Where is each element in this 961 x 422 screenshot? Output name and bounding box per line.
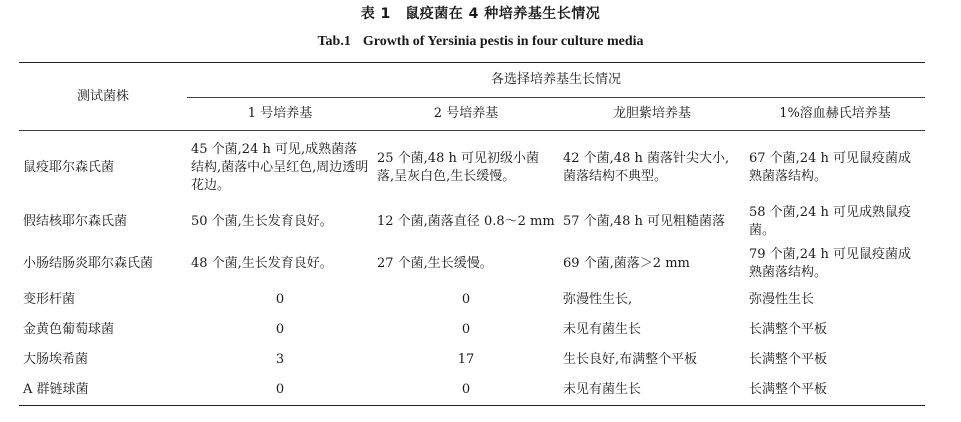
table-cell: 0 xyxy=(373,375,559,406)
table-cell: 长满整个平板 xyxy=(749,352,828,367)
table-cell: 生长良好,布满整个平板 xyxy=(563,352,698,367)
table-cell: 45 个菌,24 h 可见,成熟菌落结构,菌落中心呈红色,周边透明花边。 xyxy=(191,142,369,193)
table-cell: 57 个菌,48 h 可见粗糙菌落 xyxy=(563,214,725,229)
strain-column-header: 测试菌株 xyxy=(19,63,187,131)
table-cell: 58 个菌,24 h 可见成熟鼠疫菌。 xyxy=(749,205,911,238)
strain-name: 大肠埃希菌 xyxy=(23,352,89,367)
table-cell: 0 xyxy=(275,292,285,307)
table-cell: 42 个菌,48 h 菌落针尖大小,菌落结构不典型。 xyxy=(563,151,730,184)
table-row xyxy=(19,315,925,345)
table-cell: 0 xyxy=(461,322,471,337)
table-cell: 48 个菌,生长发育良好。 xyxy=(191,256,333,271)
strain-name: 假结核耶尔森氏菌 xyxy=(23,214,128,229)
table-cell: 弥漫性生长, xyxy=(563,292,633,307)
table-cell: 0 xyxy=(461,292,471,307)
table-row xyxy=(19,345,925,375)
strain-name: 小肠结肠炎耶尔森氏菌 xyxy=(23,256,154,271)
table-cell: 17 xyxy=(457,352,475,367)
table-cell: 未见有菌生长 xyxy=(563,322,642,337)
table-cell: 69 个菌,菌落＞2 mm xyxy=(563,256,690,271)
table-title-en: Growth of Yersinia pestis in four culture media xyxy=(362,34,644,49)
table-cell: 50 个菌,生长发育良好。 xyxy=(191,214,333,229)
media-group-header: 各选择培养基生长情况 xyxy=(187,63,925,98)
table-caption-en xyxy=(0,32,961,52)
table-cell: 3 xyxy=(275,352,285,367)
table-number: Tab.1 xyxy=(317,34,351,49)
table-cell: 未见有菌生长 xyxy=(559,375,745,406)
strain-name: 变形杆菌 xyxy=(23,292,76,307)
table-row xyxy=(19,243,925,285)
table-row xyxy=(19,201,925,243)
table-cell: 79 个菌,24 h 可见鼠疫菌成熟菌落结构。 xyxy=(749,247,911,280)
table-cell: 12 个菌,菌落直径 0.8～2 mm xyxy=(377,214,555,229)
table-cell: 0 xyxy=(187,375,373,406)
table-row xyxy=(19,131,925,202)
table-cell: 长满整个平板 xyxy=(745,375,925,406)
table-cell: 67 个菌,24 h 可见鼠疫菌成熟菌落结构。 xyxy=(749,151,911,184)
table-row xyxy=(19,285,925,315)
gentian-violet-medium-header: 龙胆紫培养基 xyxy=(559,98,745,131)
table-cell: 0 xyxy=(275,322,285,337)
hemolytic-hottinger-medium-header: 1%溶血赫氏培养基 xyxy=(745,98,925,131)
medium-1-header: 1 号培养基 xyxy=(187,98,373,131)
table-cell: 长满整个平板 xyxy=(749,322,828,337)
strain-name: A 群链球菌 xyxy=(19,375,187,406)
table-cell: 弥漫性生长 xyxy=(749,292,815,307)
table-row xyxy=(19,375,925,406)
table-cell: 25 个菌,48 h 可见初级小菌落,呈灰白色,生长缓慢。 xyxy=(377,151,539,184)
table-caption-cn: 表 1 鼠疫菌在 4 种培养基生长情况 xyxy=(360,6,601,22)
table-cell: 27 个菌,生长缓慢。 xyxy=(377,256,493,271)
strain-name: 金黄色葡萄球菌 xyxy=(23,322,115,337)
medium-2-header: 2 号培养基 xyxy=(373,98,559,131)
growth-table xyxy=(19,62,925,406)
strain-name: 鼠疫耶尔森氏菌 xyxy=(23,160,115,175)
